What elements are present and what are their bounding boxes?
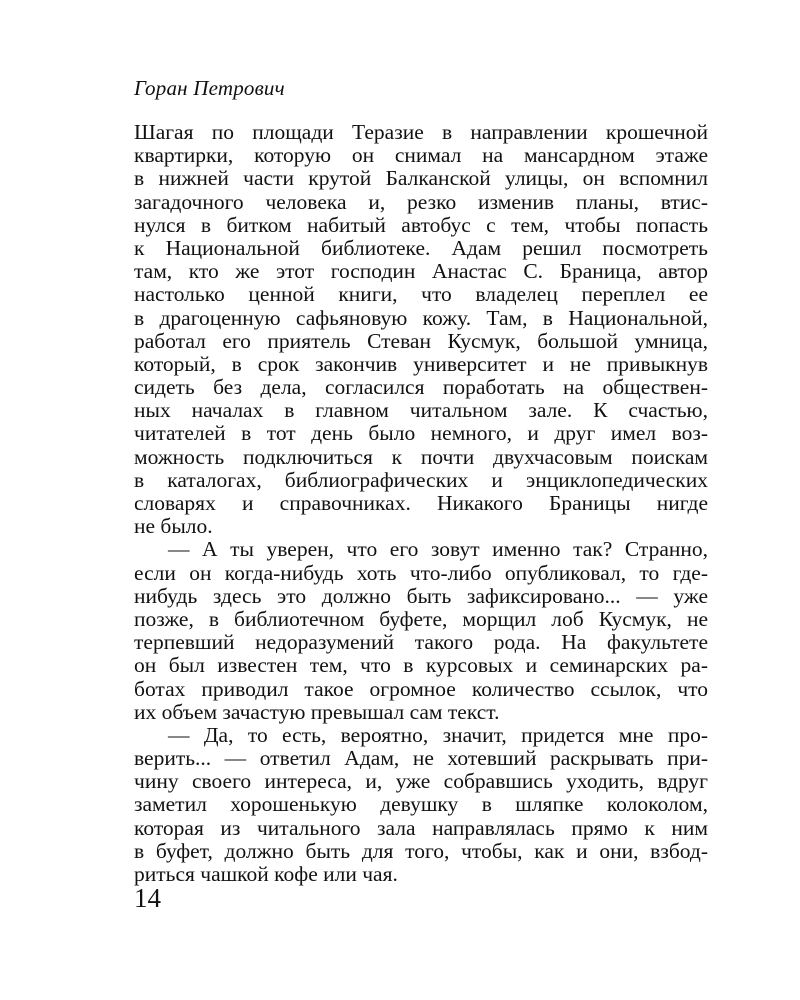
text-line: там, кто же этот господин Анастас С. Браница, автор xyxy=(134,259,708,284)
text-line: в каталогах, библиографических и энциклопедических xyxy=(134,467,708,492)
text-line: терпевший недоразумений такого рода. На факультете xyxy=(134,630,708,655)
text-line: позже, в библиотечном буфете, морщил лоб Кусмук, не xyxy=(134,606,708,631)
text-line: сидеть без дела, согласился поработать на обществен- xyxy=(134,375,708,400)
text-line: загадочного человека и, резко изменив планы, втис- xyxy=(134,189,708,214)
text-line: нибудь здесь это должно быть зафиксировано... — уже xyxy=(134,583,708,608)
text-line: читателей в тот день было немного, и друг имел воз- xyxy=(134,421,708,446)
text-line: ботах приводил такое огромное количество ссылок, что xyxy=(134,676,708,701)
text-line: заметил хорошенькую девушку в шляпке колоколом, xyxy=(134,792,708,817)
text-line: не было. xyxy=(134,514,213,539)
text-line: их объем зачастую превышал сам текст. xyxy=(134,699,500,724)
text-line: в драгоценную сафьяновую кожу. Там, в Национальной, xyxy=(134,305,708,330)
text-line: к Национальной библиотеке. Адам решил посмотреть xyxy=(134,235,708,260)
text-line: риться чашкой кофе или чая. xyxy=(134,862,398,886)
text-line: ных началах в главном читальном зале. К счастью, xyxy=(134,398,708,423)
text-line: верить... — ответил Адам, не хотевший раскрывать при- xyxy=(134,746,708,771)
text-line: настолько ценной книги, что владелец переплел ее xyxy=(134,282,708,307)
text-line: в нижней части крутой Балканской улицы, он вспомнил xyxy=(134,166,708,191)
text-line: — А ты уверен, что его зовут именно так? Странно, xyxy=(168,537,708,562)
text-line: работал его приятель Стеван Кусмук, большой умница, xyxy=(134,328,708,353)
text-line: которая из читального зала направлялась прямо к ним xyxy=(134,815,708,840)
text-line: чину своего интереса, и, уже собравшись уходить, вдруг xyxy=(134,769,708,794)
text-line: — Да, то есть, вероятно, значит, придется мне про- xyxy=(168,722,708,747)
text-line: можность подключиться к почти двухчасовым поискам xyxy=(134,444,708,469)
text-line: словарях и справочниках. Никакого Браницы нигде xyxy=(134,491,708,515)
text-line: он был известен тем, что в курсовых и семинарских ра- xyxy=(134,653,708,678)
text-line: который, в срок закончив университет и не привыкнув xyxy=(134,351,708,376)
text-line: квартирки, которую он снимал на мансардном этаже xyxy=(134,143,708,168)
text-line: нулся в битком набитый автобус с тем, чтобы попасть xyxy=(134,212,708,237)
running-head-author: Горан Петрович xyxy=(134,76,285,100)
page-number: 14 xyxy=(134,883,161,913)
text-line: в буфет, должно быть для того, чтобы, как и они, взбод- xyxy=(134,838,708,863)
body-text xyxy=(134,121,708,886)
text-line: если он когда-нибудь хоть что-либо опубликовал, то где- xyxy=(134,560,708,585)
text-line: Шагая по площади Теразие в направлении крошечной xyxy=(134,120,708,144)
